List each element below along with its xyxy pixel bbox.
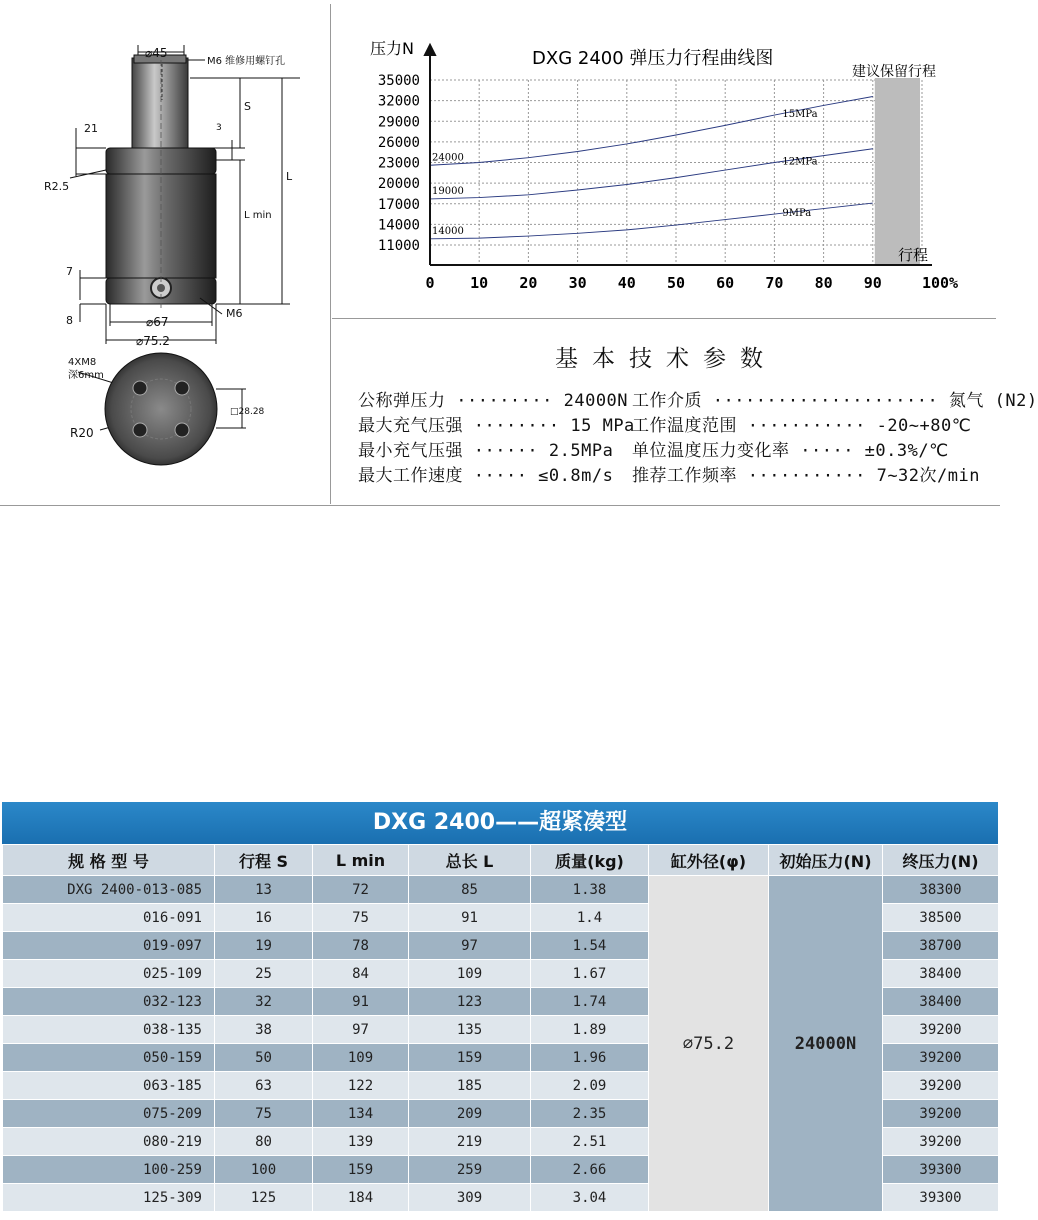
table-cell: 2.35 xyxy=(531,1100,649,1128)
table-cell: 1.38 xyxy=(531,876,649,904)
table-cell: 125 xyxy=(215,1184,313,1212)
table-cell: 184 xyxy=(313,1184,409,1212)
column-header: 规 格 型 号 xyxy=(3,845,215,876)
series-start-label: 14000 xyxy=(432,225,464,237)
force-stroke-chart xyxy=(332,0,1000,320)
table-cell: 38500 xyxy=(883,904,999,932)
x-tick-label: 60 xyxy=(716,274,735,292)
table-cell: 32 xyxy=(215,988,313,1016)
series-start-label: 19000 xyxy=(432,185,464,197)
y-tick-label: 26000 xyxy=(377,134,420,151)
table-cell: 1.54 xyxy=(531,932,649,960)
section-divider xyxy=(0,505,1000,506)
dim-seven: 7 xyxy=(66,265,73,278)
spec-value: ≤0.8m/s xyxy=(538,466,614,486)
table-cell: 185 xyxy=(409,1072,531,1100)
spec-value: 15 MPa xyxy=(570,416,635,436)
spec-value: 24000N xyxy=(563,391,629,411)
x-tick-label: 20 xyxy=(519,274,538,292)
table-cell: 1.89 xyxy=(531,1016,649,1044)
table-cell: 159 xyxy=(313,1156,409,1184)
x-tick-label: 100% xyxy=(921,274,959,292)
table-cell: 16 xyxy=(215,904,313,932)
table-cell: 1.96 xyxy=(531,1044,649,1072)
table-cell: 109 xyxy=(313,1044,409,1072)
table-cell: 19 xyxy=(215,932,313,960)
spec-label: 推荐工作频率 xyxy=(632,466,748,486)
bottom-view-disc xyxy=(105,353,217,465)
dim-bore-dia: ⌀45 xyxy=(145,46,168,60)
y-tick-label: 20000 xyxy=(377,176,420,193)
table-cell: 39200 xyxy=(883,1128,999,1156)
column-header: L min xyxy=(313,845,409,876)
column-header: 终压力(N) xyxy=(883,845,999,876)
technical-drawing xyxy=(0,0,330,505)
x-tick-label: 70 xyxy=(765,274,784,292)
chart-ticks xyxy=(378,73,958,292)
specs-right xyxy=(632,386,1038,486)
chart-xlabel: 行程 xyxy=(898,246,929,264)
table-cell: 97 xyxy=(409,932,531,960)
table-cell: 39200 xyxy=(883,1016,999,1044)
table-cell: 100-259 xyxy=(3,1156,215,1184)
table-cell: 309 xyxy=(409,1184,531,1212)
table-cell: 025-109 xyxy=(3,960,215,988)
spec-dots: ········ xyxy=(473,416,571,436)
y-tick-label: 35000 xyxy=(377,73,420,89)
series-name-label: 12MPa xyxy=(782,156,818,168)
table-cell: 1.74 xyxy=(531,988,649,1016)
spec-dots: ······ xyxy=(473,441,549,461)
spec-label: 公称弹压力 xyxy=(358,391,457,411)
spec-row xyxy=(358,411,635,436)
table-cell: 72 xyxy=(313,876,409,904)
table-cell: 39300 xyxy=(883,1156,999,1184)
column-header: 初始压力(N) xyxy=(769,845,883,876)
x-tick-label: 80 xyxy=(814,274,833,292)
spec-dots: ··········· xyxy=(747,466,877,486)
spec-value: ±0.3%/℃ xyxy=(864,441,949,461)
table-header-row xyxy=(3,845,999,876)
table-cell: 016-091 xyxy=(3,904,215,932)
series-name-label: 9MPa xyxy=(782,208,812,220)
table-cell: 109 xyxy=(409,960,531,988)
table-cell: 80 xyxy=(215,1128,313,1156)
spec-row xyxy=(632,411,1038,436)
spec-row xyxy=(632,461,1038,486)
table-cell: 3.04 xyxy=(531,1184,649,1212)
table-cell: 63 xyxy=(215,1072,313,1100)
dim-eight: 8 xyxy=(66,314,73,327)
dim-m6-hole: M6 维修用螺钉孔 xyxy=(207,56,286,67)
vertical-divider xyxy=(330,4,331,504)
spec-row xyxy=(632,386,1038,411)
dim-l: L xyxy=(286,170,293,183)
table-row xyxy=(3,876,999,904)
mount-hole-icon xyxy=(133,423,147,437)
reserved-stroke-band xyxy=(875,78,920,265)
dim-r20: R20 xyxy=(70,426,94,440)
table-banner: DXG 2400——超紧凑型 xyxy=(2,802,998,844)
spec-value: 氮气 (N2) xyxy=(948,391,1038,411)
table-cell: 50 xyxy=(215,1044,313,1072)
x-tick-label: 40 xyxy=(617,274,636,292)
dim-holes: 4XM8 xyxy=(68,357,97,368)
chart-ylabel: 压力N xyxy=(370,39,414,58)
table-cell: 91 xyxy=(409,904,531,932)
dim-s: S xyxy=(244,100,251,113)
model-table xyxy=(2,802,998,1212)
table-cell: 2.51 xyxy=(531,1128,649,1156)
x-tick-label: 0 xyxy=(425,274,435,292)
y-axis-arrow-icon xyxy=(425,45,435,55)
spec-label: 最大工作速度 xyxy=(358,466,474,486)
spec-dots: ····················· xyxy=(712,391,949,411)
column-header: 行程 S xyxy=(215,845,313,876)
table-cell: 125-309 xyxy=(3,1184,215,1212)
spec-row xyxy=(632,436,1038,461)
x-tick-label: 90 xyxy=(863,274,882,292)
table-cell: 100 xyxy=(215,1156,313,1184)
table-cell: DXG 2400-013-085 xyxy=(3,876,215,904)
y-tick-label: 29000 xyxy=(377,114,420,131)
mount-hole-icon xyxy=(175,381,189,395)
table-cell: 75 xyxy=(313,904,409,932)
table-cell: 050-159 xyxy=(3,1044,215,1072)
dim-r25: R2.5 xyxy=(44,180,70,193)
table-cell: 38400 xyxy=(883,960,999,988)
x-tick-label: 50 xyxy=(666,274,686,292)
table-cell: 85 xyxy=(409,876,531,904)
table-cell: 134 xyxy=(313,1100,409,1128)
mount-hole-icon xyxy=(175,423,189,437)
piston-rod xyxy=(132,58,188,148)
table-cell: 2.09 xyxy=(531,1072,649,1100)
table-cell: 259 xyxy=(409,1156,531,1184)
table-cell: 1.4 xyxy=(531,904,649,932)
table-cell: 1.67 xyxy=(531,960,649,988)
x-tick-label: 30 xyxy=(568,274,587,292)
table-cell: 97 xyxy=(313,1016,409,1044)
table-cell: 39200 xyxy=(883,1072,999,1100)
column-header: 质量(kg) xyxy=(531,845,649,876)
table-cell: 032-123 xyxy=(3,988,215,1016)
chart-reserved-label: 建议保留行程 xyxy=(852,64,936,80)
table-cell: 78 xyxy=(313,932,409,960)
initial-force-cell: 24000N xyxy=(769,876,883,1212)
table-cell: 39200 xyxy=(883,1044,999,1072)
spec-label: 工作温度范围 xyxy=(632,416,748,436)
table-cell: 25 xyxy=(215,960,313,988)
y-tick-label: 14000 xyxy=(377,217,420,234)
spec-dots: ····· xyxy=(473,466,539,486)
table-cell: 019-097 xyxy=(3,932,215,960)
y-tick-label: 32000 xyxy=(377,93,420,110)
table-cell: 2.66 xyxy=(531,1156,649,1184)
spec-label: 最小充气压强 xyxy=(358,441,474,461)
table-cell: 159 xyxy=(409,1044,531,1072)
table-cell: 063-185 xyxy=(3,1072,215,1100)
table-cell: 139 xyxy=(313,1128,409,1156)
spec-dots: ····· xyxy=(800,441,865,461)
spec-row xyxy=(358,386,635,411)
dim-lmin: L min xyxy=(244,210,272,221)
column-header: 缸外径(φ) xyxy=(649,845,769,876)
series-start-label: 24000 xyxy=(432,152,464,164)
table-cell: 84 xyxy=(313,960,409,988)
outer-dia-cell: ⌀75.2 xyxy=(649,876,769,1212)
spec-row xyxy=(358,461,635,486)
dim-dia67: ⌀67 xyxy=(146,315,169,329)
table-cell: 39200 xyxy=(883,1100,999,1128)
table-cell: 038-135 xyxy=(3,1016,215,1044)
dim-three: 3 xyxy=(216,123,222,133)
series-line xyxy=(430,97,873,166)
dim-square: □28.28 xyxy=(230,407,265,417)
table-cell: 38 xyxy=(215,1016,313,1044)
mount-hole-icon xyxy=(133,381,147,395)
spec-dots: ········· xyxy=(456,391,564,411)
y-tick-label: 11000 xyxy=(377,238,420,254)
dim-dia752: ⌀75.2 xyxy=(136,334,170,348)
specs-left xyxy=(358,386,635,486)
spec-label: 工作介质 xyxy=(632,391,713,411)
table-cell: 080-219 xyxy=(3,1128,215,1156)
table-cell: 39300 xyxy=(883,1184,999,1212)
spec-value: 2.5MPa xyxy=(548,441,614,461)
spec-value: -20~+80℃ xyxy=(876,416,972,436)
spec-label: 最大充气压强 xyxy=(358,416,474,436)
column-header: 总长 L xyxy=(409,845,531,876)
table-cell: 38400 xyxy=(883,988,999,1016)
table-cell: 075-209 xyxy=(3,1100,215,1128)
dim-m6: M6 xyxy=(226,307,243,320)
spec-row xyxy=(358,436,635,461)
specs-title: 基本技术参数 xyxy=(555,346,777,372)
table-cell: 91 xyxy=(313,988,409,1016)
y-tick-label: 17000 xyxy=(377,196,420,213)
table-cell: 123 xyxy=(409,988,531,1016)
x-tick-label: 10 xyxy=(470,274,489,292)
y-tick-label: 23000 xyxy=(377,155,420,172)
spec-value: 7~32次/min xyxy=(876,466,980,486)
table-cell: 75 xyxy=(215,1100,313,1128)
table-cell: 38700 xyxy=(883,932,999,960)
series-name-label: 15MPa xyxy=(782,109,818,121)
chart-title: DXG 2400 弹压力行程曲线图 xyxy=(532,48,774,69)
dim-21: 21 xyxy=(84,122,98,135)
table-cell: 209 xyxy=(409,1100,531,1128)
dim-depth: 深6mm xyxy=(68,370,104,381)
table-cell: 122 xyxy=(313,1072,409,1100)
table-cell: 38300 xyxy=(883,876,999,904)
spec-label: 单位温度压力变化率 xyxy=(632,441,801,461)
chart-series xyxy=(430,97,873,239)
table-cell: 219 xyxy=(409,1128,531,1156)
spec-dots: ··········· xyxy=(747,416,877,436)
table-cell: 13 xyxy=(215,876,313,904)
table-cell: 135 xyxy=(409,1016,531,1044)
